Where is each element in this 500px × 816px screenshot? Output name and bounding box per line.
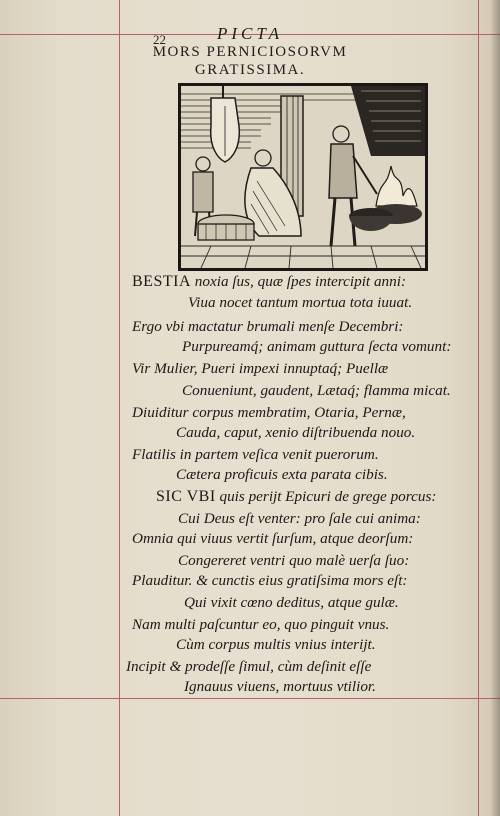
verse-line-2: Viua nocet tantum mortua tota iuuat.: [188, 294, 413, 311]
verse-line-14: Congereret ventri quo malè uerſa ſuo:: [178, 552, 410, 569]
verse-line-12: Cui Deus eſt venter: pro ſale cui anima:: [178, 510, 421, 527]
verse-line-10: Cætera proficuis exta parata cibis.: [176, 466, 388, 483]
verse-line-13: Omnia qui viuus vertit ſurſum, atque deorſum:: [132, 530, 414, 547]
verse-line-15: Plauditur. & cunctis eius gratiſsima mors eſt:: [132, 572, 408, 589]
verse-line-4: Purpureamq́; animam guttura ſecta vomunt:: [182, 338, 452, 355]
verse-line-18: Cùm corpus multis vnius interijt.: [176, 636, 376, 653]
rubric-rule-bottom: [0, 698, 500, 699]
emblem-title-line-1: MORS PERNICIOSORVM: [152, 44, 348, 60]
page-gutter-shadow: [490, 0, 500, 816]
verse-line-16: Qui vixit cœno deditus, atque gulæ.: [184, 594, 399, 611]
verse-capital: SIC VBI: [156, 488, 216, 505]
verse-line-7: Diuiditur corpus membratim, Otaria, Pernæ,: [132, 404, 406, 421]
page-number: 22: [153, 32, 166, 47]
verse-line-1: BESTIA noxia ſus, quæ ſpes intercipit anni:: [132, 273, 406, 290]
verse-line-20: Ignauus viuens, mortuus vtilior.: [184, 678, 376, 695]
verse-line-6: Conueniunt, gaudent, Lætaq́; flamma micat.: [182, 382, 451, 399]
verse-line-9: Flatilis in partem veſica venit puerorum.: [132, 446, 379, 463]
verse-capital: BESTIA: [132, 273, 191, 290]
verse-line-8: Cauda, caput, xenio diſtribuenda nouo.: [176, 424, 416, 441]
running-head: PICTA: [217, 24, 283, 43]
verse-line-3: Ergo vbi mactatur brumali menſe Decembri:: [132, 318, 404, 335]
verse-line-19: Incipit & prodeſſe ſimul, cùm deſinit eſſe: [126, 658, 372, 675]
verse-line-17: Nam multi paſcuntur eo, quo pinguit vnus.: [132, 616, 390, 633]
rubric-rule-left: [119, 0, 120, 816]
rubric-rule-right: [478, 0, 479, 816]
emblem-title-line-2: GRATISSIMA.: [194, 62, 306, 78]
woodcut-illustration: [178, 83, 428, 271]
verse-line-5: Vir Mulier, Pueri impexi innuptaq́; Puellæ: [132, 360, 389, 377]
woodcut-illustration-pig-slaughter-icon: [181, 86, 425, 268]
verse-line-11: SIC VBI quis perijt Epicuri de grege porcus:: [156, 488, 437, 505]
